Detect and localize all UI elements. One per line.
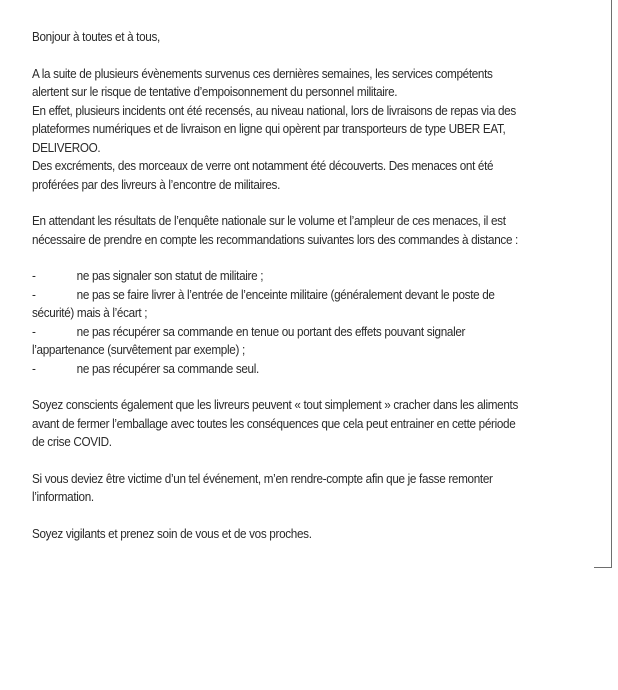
bullet-dash: - xyxy=(32,324,36,339)
recommendation-text: ne pas signaler son statut de militaire ; xyxy=(76,269,264,283)
recommendation-text: ne pas se faire livrer à l’entrée de l’enceinte militaire (généralement devant le poste de xyxy=(76,287,495,302)
victim-paragraph xyxy=(32,470,562,507)
recommendation-text: ne pas récupérer sa commande seul. xyxy=(76,361,259,376)
awareness-line: de crise COVID. xyxy=(32,435,112,449)
victim-line: Si vous deviez être victime d’un tel événement, m’en rendre-compte afin que je fasse remonter xyxy=(32,471,493,486)
intro-line: alertent sur le risque de tentative d’empoisonnement du personnel militaire. xyxy=(32,85,398,99)
bullet-dash: - xyxy=(32,361,36,376)
bullet-dash: - xyxy=(32,287,36,302)
intro-line: proférées par des livreurs à l’encontre de militaires. xyxy=(32,177,281,192)
victim-line: l’information. xyxy=(32,490,94,504)
closing-line: Soyez vigilants et prenez soin de vous et de vos proches. xyxy=(32,526,312,541)
recommendation-item xyxy=(32,286,562,305)
intro-paragraph xyxy=(32,65,562,195)
recommendation-continuation: sécurité) mais à l’écart ; xyxy=(32,306,148,320)
awareness-paragraph xyxy=(32,396,562,452)
recommendation-text: ne pas récupérer sa commande en tenue ou portant des effets pouvant signaler xyxy=(76,324,466,339)
recommendation-continuation: l’appartenance (survêtement par exemple) ; xyxy=(32,343,245,357)
frame-border-bottom xyxy=(594,567,612,568)
waiting-line: nécessaire de prendre en compte les recommandations suivantes lors des commandes à distance : xyxy=(32,232,518,247)
waiting-paragraph xyxy=(32,212,562,249)
awareness-line: avant de fermer l’emballage avec toutes les conséquences que cela peut entrainer en cette période xyxy=(32,416,516,431)
intro-line: En effet, plusieurs incidents ont été recensés, au niveau national, lors de livraisons de repas via des xyxy=(32,103,516,118)
recommendation-item xyxy=(32,323,562,342)
intro-line: plateformes numériques et de livraison en ligne qui opèrent par transporteurs de type UBER EAT, xyxy=(32,122,506,136)
greeting: Bonjour à toutes et à tous, xyxy=(32,30,160,44)
letter-body xyxy=(32,28,562,543)
recommendation-item xyxy=(32,360,562,379)
intro-line: Des excréments, des morceaux de verre ont notamment été découverts. Des menaces ont été xyxy=(32,159,494,173)
bullet-dash: - xyxy=(32,269,36,283)
awareness-line: Soyez conscients également que les livreurs peuvent « tout simplement » cracher dans les aliments xyxy=(32,398,518,412)
recommendation-item xyxy=(32,267,562,286)
frame-border-right xyxy=(611,0,612,567)
intro-line: DELIVEROO. xyxy=(32,140,101,155)
recommendation-list xyxy=(32,267,562,378)
waiting-line: En attendant les résultats de l’enquête nationale sur le volume et l’ampleur de ces menaces, il est xyxy=(32,214,506,228)
intro-line: A la suite de plusieurs évènements survenus ces dernières semaines, les services compétents xyxy=(32,66,493,81)
